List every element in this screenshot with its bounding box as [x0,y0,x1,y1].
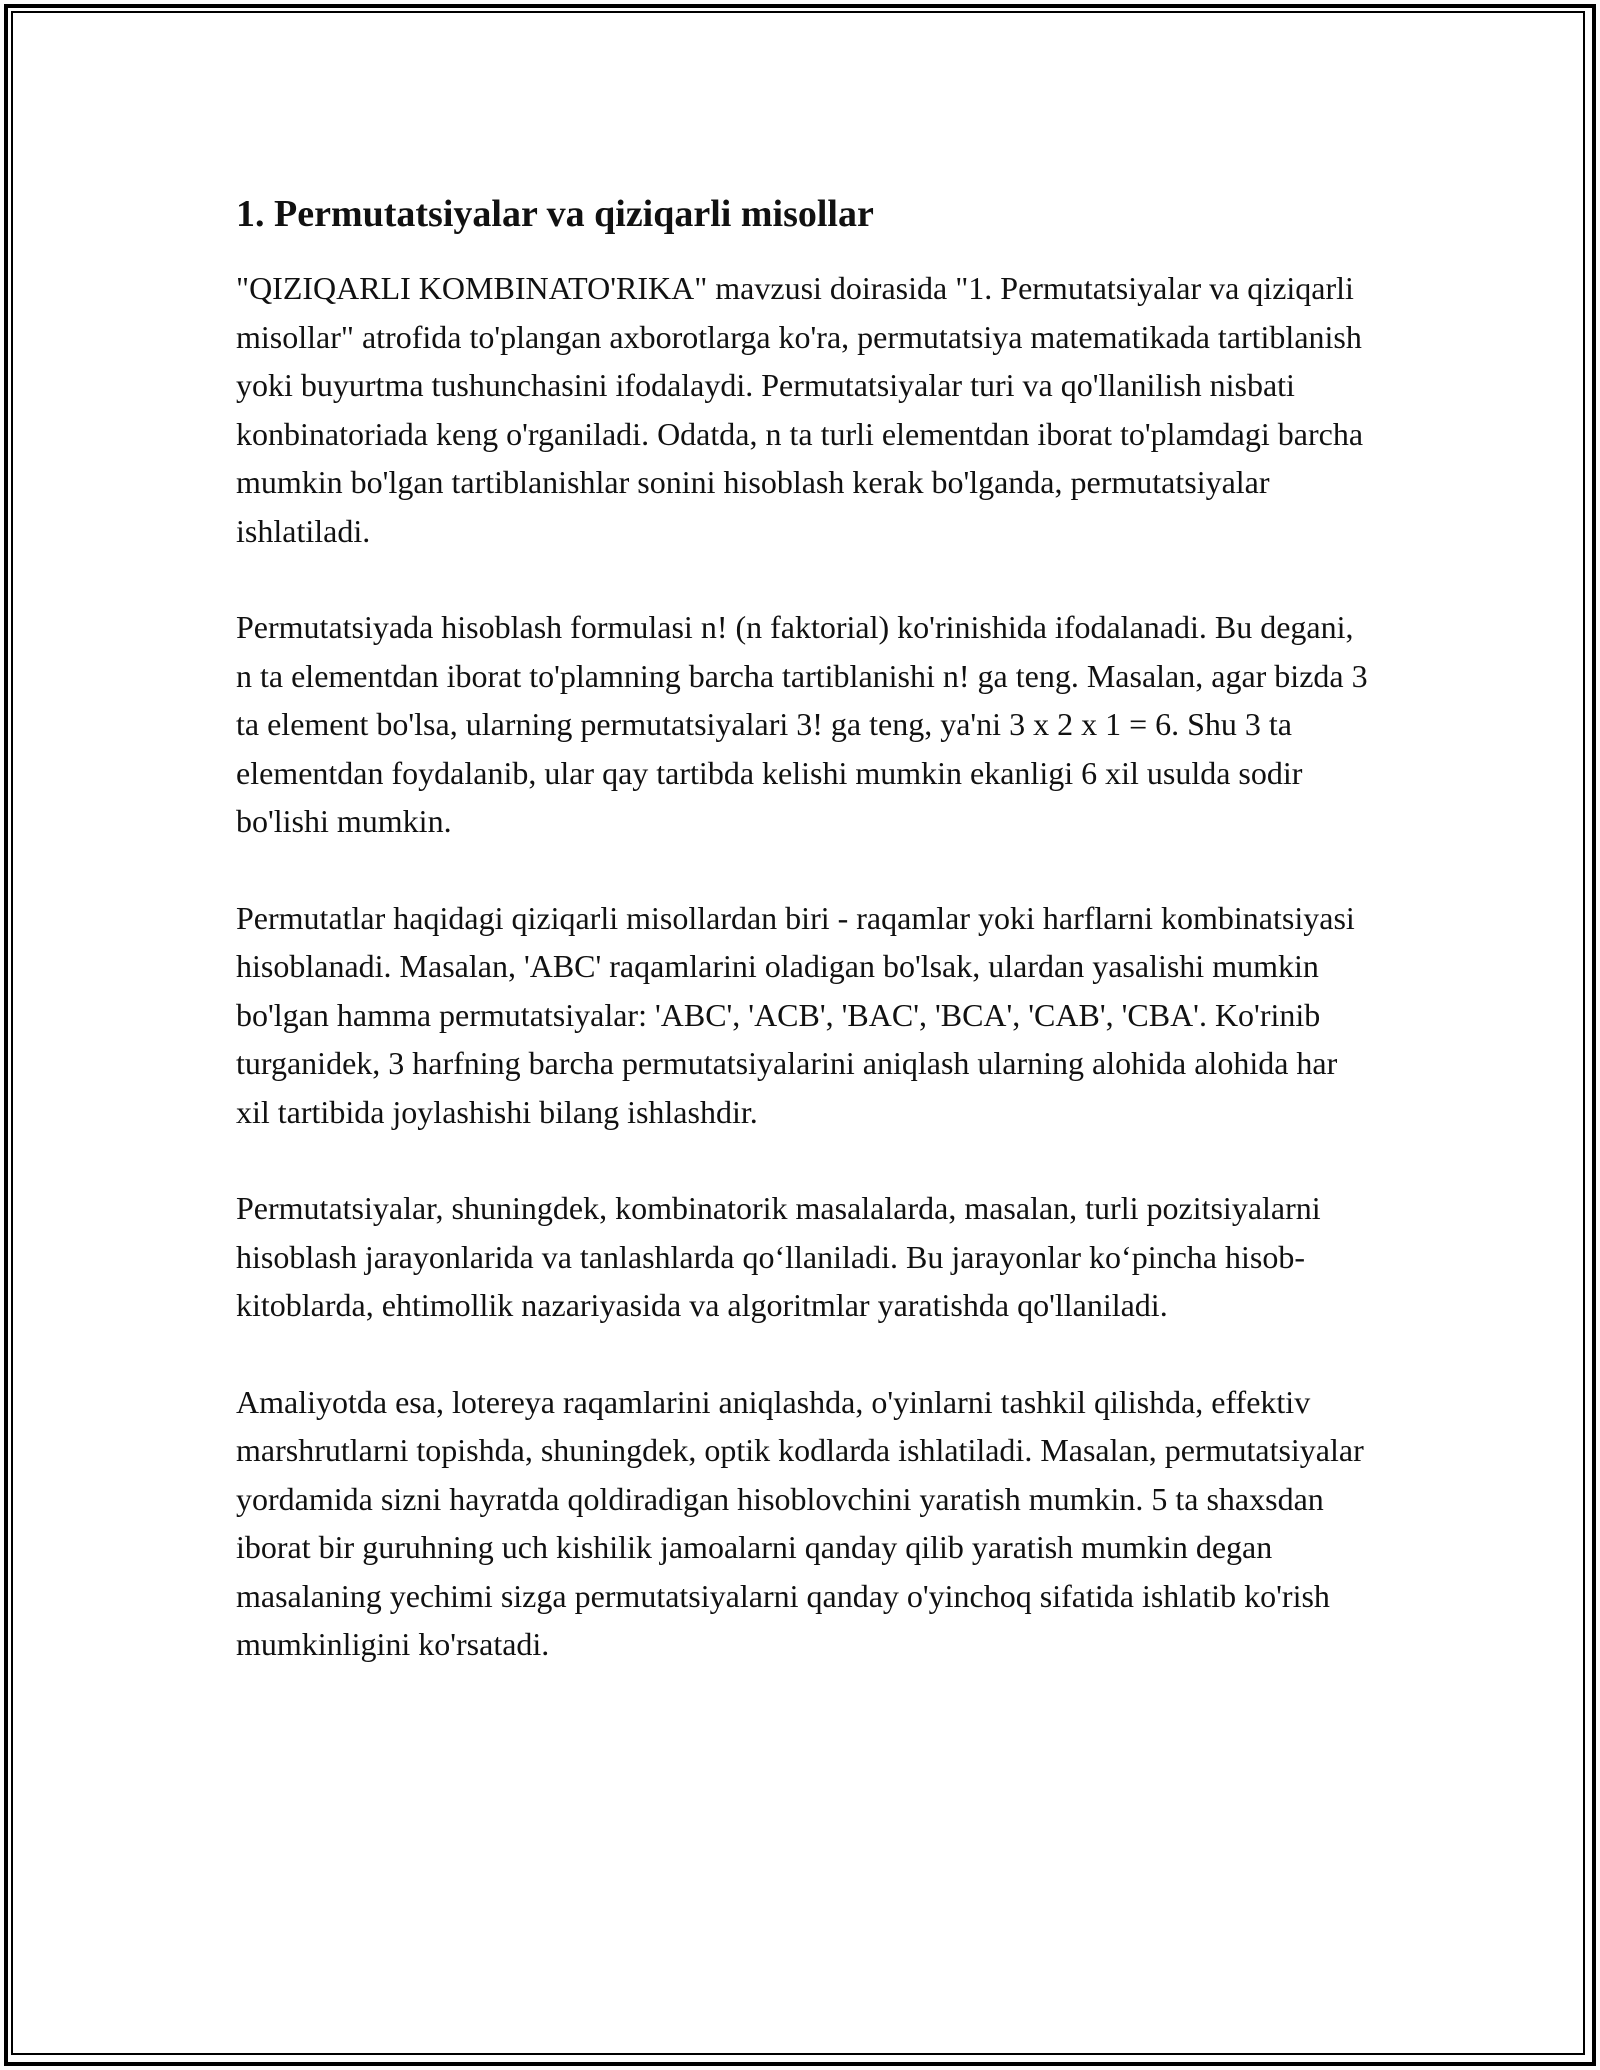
paragraph-practice: Amaliyotda esa, lotereya raqamlarini aniqlashda, o'yinlarni tashkil qilishda, effektiv marshrutlarni topishda, shuningdek, optik kodlarda ishlatiladi. Masalan, permutatsiyalar yordamida sizni hayratda qoldiradigan hisoblovchini yaratish mumkin. 5 ta shaxsdan iborat bir guruhning uch kishilik jamoalarni qanday qilib yaratish mumkin degan masalaning yechimi sizga permutatsiyalarni qanday o'yinchoq sifatida ishlatib ko'rish mumkinligini ko'rsatadi. [236,1383,1364,1662]
paragraph-example: Permutatlar haqidagi qiziqarli misollardan biri - raqamlar yoki harflarni kombinatsiyasi hisoblanadi. Masalan, 'ABC' raqamlarini oladigan bo'lsak, ulardan yasalishi mumkin bo'lgan hamma permutatsiyalar: 'ABC', 'ACB', 'BAC', 'BCA', 'CAB', 'CBA'. Ko'rinib turganidek, 3 harfning barcha permutatsiyalarini aniqlash ularning alohida alohida har xil tartibida joylashishi bilang ishlashdir. [236,899,1355,1130]
paragraph-definition: "QIZIQARLI KOMBINATO'RIKA" mavzusi doirasida "1. Permutatsiyalar va qiziqarli misollar" atrofida to'plangan axborotlarga ko'ra, permutatsiya matematikada tartiblanish yoki buyurtma tushunchasini ifodalaydi. Permutatsiyalar turi va qo'llanilish nisbati konbinatoriada keng o'rganiladi. Odatda, n ta turli elementdan iborat to'plamdagi barcha mumkin bo'lgan tartiblanishlar sonini hisoblash kerak bo'lganda, permutatsiyalar ishlatiladi. [236,270,1364,549]
section-heading: 1. Permutatsiyalar va qiziqarli misollar [236,193,874,235]
paragraph-applications: Permutatsiyalar, shuningdek, kombinatorik masalalarda, masalan, turli pozitsiyalarni hisoblash jarayonlarida va tanlashlarda qo‘llaniladi. Bu jarayonlar ko‘pincha hisob-kitoblarda, ehtimollik nazariyasida va algoritmlar yaratishda qo'llaniladi. [236,1190,1321,1323]
paragraph-formula: Permutatsiyada hisoblash formulasi n! (n faktorial) ko'rinishida ifodalanadi. Bu degani, n ta elementdan iborat to'plamning barcha tartiblanishi n! ga teng. Masalan, agar bizda 3 ta element bo'lsa, ularning permutatsiyalari 3! ga teng, ya'ni 3 x 2 x 1 = 6. Shu 3 ta elementdan foydalanib, ular qay tartibda kelishi mumkin ekanligi 6 xil usulda sodir bo'lishi mumkin. [236,609,1368,839]
document-body [236,190,1376,1717]
